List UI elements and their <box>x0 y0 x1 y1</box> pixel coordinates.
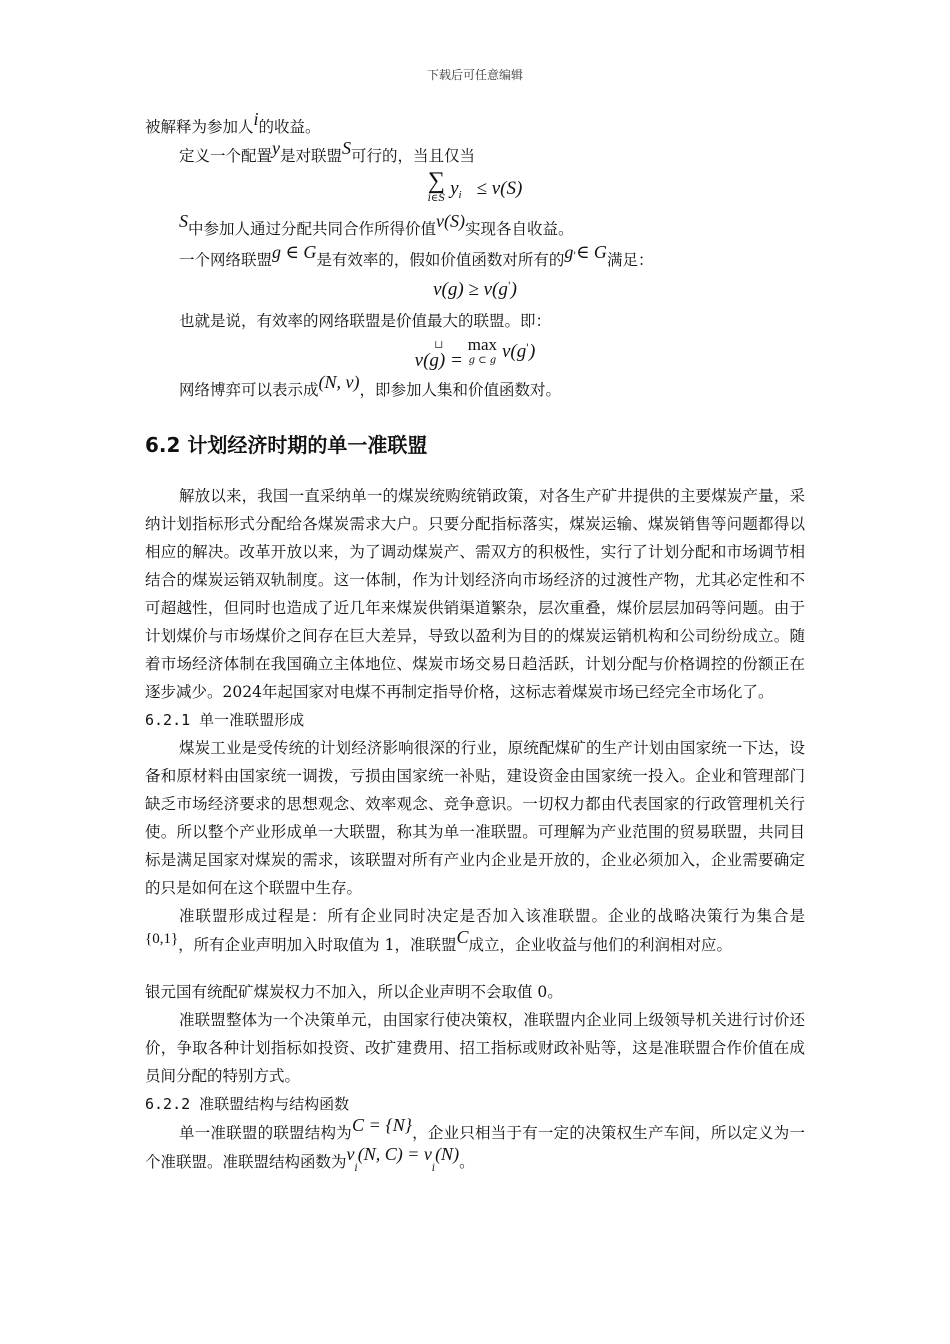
paragraph-coal-industry: 煤炭工业是受传统的计划经济影响很深的行业，原统配煤矿的生产计划由国家统一下达，设备和原材料由国家统一调拨，亏损由国家统一补贴，建设资金由国家统一投入。企业和管理部门缺乏市场经济要求的思想观念、效率观念、竞争意识。一切权力都由代表国家的行政管理机关行使。所以整个产业形成单一大联盟，称其为单一准联盟。可理解为产业范围的贸易联盟，共同目标是满足国家对煤炭的需求，该联盟对所有产业内企业是开放的，企业必须加入，企业需要确定的只是如何在这个联盟中生存。 <box>145 739 805 898</box>
paragraph-decision-unit: 准联盟整体为一个决策单元，由国家行使决策权，准联盟内企业同上级领导机关进行讨价还价，争取各种计划指标如投资、改扩建费用、招工指标或财政补贴等，这是准联盟合作价值在成员间分配的特别方式。 <box>145 1011 805 1086</box>
paragraph-definition: 定义一个配置y是对联盟S可行的，当且仅当 <box>179 138 476 165</box>
paragraph-value: S中参加人通过分配共同合作所得价值v(S)实现各自收益。 <box>179 211 574 238</box>
equation-feasibility: ∑ i∈S $y_i \le v(S)$ <box>145 172 805 208</box>
subsection-heading-1: 6.2.1 单一准联盟形成 <box>145 711 305 730</box>
page-header: 下载后可任意编辑 <box>426 68 523 82</box>
paragraph-not-join: 银元国有统配矿煤炭权力不加入，所以企业声明不会取值 0。 <box>145 983 563 1002</box>
math-S: S <box>342 138 352 158</box>
paragraph-structure: 单一准联盟的联盟结构为C = {N}，企业只相当于有一定的决策权生产车间，所以定义为一个准联盟。准联盟结构函数为$v_i(N$, $C) = v_i(N)$。 <box>145 1115 805 1175</box>
math-i: i <box>253 109 259 129</box>
paragraph-efficiency: 一个网络联盟g ∈ G是有效率的，假如价值函数对所有的g'∈ G满足： <box>179 242 654 270</box>
max-operator: max g ⊂ g <box>467 335 498 367</box>
paragraph-payoff: 被解释为参加人i的收益。 <box>145 109 321 136</box>
paragraph-formation: 准联盟形成过程是：所有企业同时决定是否加入该准联盟。企业的战略决策行为集合是{0,1}，所有企业声明加入时取值为 1，准联盟C成立，企业收益与他们的利润相对应。 <box>145 907 805 955</box>
paragraph-max: 也就是说，有效率的网络联盟是价值最大的联盟。即： <box>179 312 552 331</box>
paragraph-network-game: 网络博弈可以表示成(N, v)，即参加人集和价值函数对。 <box>179 372 562 400</box>
equation-max: ⊔ v(g) = max g ⊂ g v(g') <box>414 335 536 372</box>
paragraph-history: 解放以来，我国一直采纳单一的煤炭统购统销政策，对各生产矿井提供的主要煤炭产量，采纳计划指标形式分配给各煤炭需求大户。只要分配指标落实，煤炭运输、煤炭销售等问题都得以相应的解决。改革开放以来，为了调动煤炭产、需双方的积极性，实行了计划分配和市场调节相结合的煤炭运销双轨制度。这一体制，作为计划经济向市场经济的过渡性产物，尤其必定性和不可超越性，但同时也造成了近几年来煤炭供销渠道繁杂，层次重叠，煤价层层加码等问题。由于计划煤价与市场煤价之间存在巨大差异，导致以盈利为目的的煤炭运销机构和公司纷纷成立。随着市场经济体制在我国确立主体地位、煤炭市场交易日趋活跃，计划分配与价格调控的份额正在逐步减少。2024年起国家对电煤不再制定指导价格，这标志着煤炭市场已经完全市场化了。 <box>145 487 805 702</box>
document-body <box>145 109 805 1183</box>
section-heading: 6.2 计划经济时期的单一准联盟 <box>145 433 428 458</box>
equation-efficiency: v(g) ≥ v(g') <box>433 279 517 301</box>
math-y: y <box>272 138 281 158</box>
sum-operator: ∑ i∈S <box>427 168 446 204</box>
subsection-heading-2: 6.2.2 准联盟结构与结构函数 <box>145 1095 350 1114</box>
